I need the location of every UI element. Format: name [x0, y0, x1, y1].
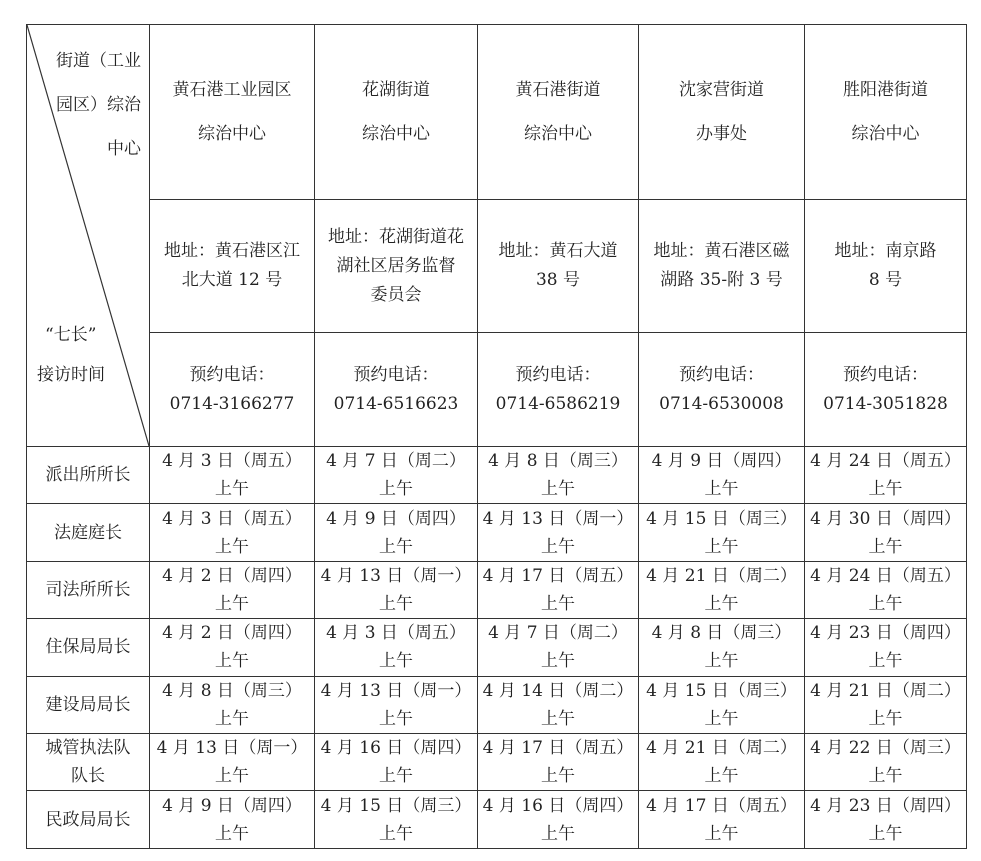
center-name: 沈家营街道 — [679, 80, 764, 100]
visit-date: 4 月 9 日（周四） — [162, 795, 302, 816]
visit-date-cell — [805, 561, 967, 618]
corner-header-cell — [27, 25, 150, 447]
visit-date: 4 月 17 日（周五） — [646, 795, 797, 816]
visit-date: 4 月 23 日（周四） — [810, 623, 961, 644]
official-title: 建设局局长 — [45, 694, 131, 715]
phone-number: 0714-6516623 — [333, 393, 459, 414]
center-address: 地址：黄石港区磁 — [653, 241, 790, 261]
center-name: 综治中心 — [362, 124, 430, 144]
official-title-cell — [27, 619, 150, 676]
center-address-cell — [805, 200, 967, 333]
schedule-table — [26, 24, 967, 849]
official-title-cell — [27, 447, 150, 504]
header-row-addresses — [27, 200, 967, 333]
visit-date: 4 月 14 日（周二） — [482, 680, 634, 701]
corner-row-label: “七长” 接访时间 — [37, 325, 105, 385]
schedule-row — [27, 447, 967, 504]
visit-date-cell — [478, 791, 639, 848]
visit-date: 4 月 23 日（周四） — [810, 795, 961, 816]
schedule-row — [27, 676, 967, 733]
center-address: 地址：黄石大道 — [498, 241, 618, 261]
visit-date: 4 月 21 日（周二） — [646, 565, 797, 586]
visit-period: 上午 — [541, 823, 575, 844]
visit-date: 4 月 21 日（周二） — [810, 680, 961, 701]
center-phone-cell — [315, 333, 478, 447]
center-name-cell — [639, 25, 805, 200]
visit-date-cell — [478, 676, 639, 733]
schedule-row — [27, 504, 967, 561]
visit-period: 上午 — [868, 651, 903, 672]
visit-date-cell — [315, 619, 478, 676]
visit-period: 上午 — [868, 593, 903, 614]
official-title: 民政局局长 — [45, 809, 131, 830]
center-name: 综治中心 — [198, 124, 266, 144]
visit-date-cell — [315, 561, 478, 618]
phone-label: 预约电话： — [353, 364, 439, 385]
visit-period: 上午 — [215, 823, 249, 844]
phone-label: 预约电话： — [679, 364, 764, 385]
visit-period: 上午 — [215, 651, 249, 672]
visit-date: 4 月 16 日（周四） — [320, 738, 472, 759]
visit-date-cell — [639, 791, 805, 848]
center-address: 8 号 — [868, 270, 903, 290]
center-name: 黄石港街道 — [515, 80, 601, 100]
visit-period: 上午 — [379, 593, 413, 614]
visit-period: 上午 — [704, 651, 739, 672]
center-address: 委员会 — [370, 284, 422, 305]
center-address: 地址：花湖街道花 — [328, 226, 464, 247]
center-name: 胜阳港街道 — [843, 80, 928, 100]
visit-date: 4 月 13 日（周一） — [156, 738, 308, 759]
visit-period: 上午 — [868, 823, 903, 844]
visit-period: 上午 — [704, 536, 739, 557]
center-address: 地址：南京路 — [834, 241, 937, 261]
visit-period: 上午 — [541, 651, 575, 672]
center-address-cell — [150, 200, 315, 333]
visit-date: 4 月 3 日（周五） — [162, 508, 302, 529]
visit-period: 上午 — [541, 479, 575, 500]
center-phone-cell — [478, 333, 639, 447]
visit-date-cell — [639, 676, 805, 733]
visit-period: 上午 — [704, 593, 739, 614]
center-name-cell — [805, 25, 967, 200]
center-phone-cell — [150, 333, 315, 447]
center-address-cell — [478, 200, 639, 333]
phone-number: 0714-3051828 — [823, 393, 948, 414]
visit-date: 4 月 8 日（周三） — [651, 623, 792, 644]
visit-date-cell — [150, 619, 315, 676]
visit-date: 4 月 13 日（周一） — [320, 680, 472, 701]
header-row-phones — [27, 333, 967, 447]
visit-date: 4 月 13 日（周一） — [320, 565, 472, 586]
visit-date: 4 月 13 日（周一） — [482, 508, 634, 529]
phone-label: 预约电话： — [515, 364, 601, 385]
center-name: 综治中心 — [524, 124, 592, 144]
center-address: 湖路 35-附 3 号 — [660, 270, 783, 290]
official-title-cell — [27, 791, 150, 848]
visit-period: 上午 — [215, 536, 249, 557]
official-title-cell — [27, 676, 150, 733]
official-title: 城管执法队 — [45, 738, 131, 759]
visit-date: 4 月 16 日（周四） — [482, 795, 634, 816]
center-address-cell — [315, 200, 478, 333]
visit-date: 4 月 2 日（周四） — [162, 565, 302, 586]
visit-date: 4 月 17 日（周五） — [482, 565, 634, 586]
center-name-cell — [478, 25, 639, 200]
visit-period: 上午 — [868, 536, 903, 557]
visit-date-cell — [315, 447, 478, 504]
center-phone-cell — [639, 333, 805, 447]
visit-period: 上午 — [215, 593, 249, 614]
schedule-row — [27, 791, 967, 848]
visit-period: 上午 — [379, 823, 413, 844]
visit-period: 上午 — [704, 823, 739, 844]
center-name: 花湖街道 — [362, 80, 430, 100]
visit-date-cell — [315, 791, 478, 848]
visit-period: 上午 — [704, 708, 739, 729]
visit-date-cell — [150, 791, 315, 848]
visit-date: 4 月 7 日（周二） — [326, 451, 466, 472]
visit-date-cell — [315, 504, 478, 561]
phone-number: 0714-3166277 — [169, 393, 295, 414]
center-phone-cell — [805, 333, 967, 447]
visit-date-cell — [478, 504, 639, 561]
visit-period: 上午 — [541, 708, 575, 729]
phone-number: 0714-6530008 — [659, 393, 784, 414]
official-title: 住保局局长 — [45, 637, 131, 658]
center-address-cell — [639, 200, 805, 333]
visit-date-cell — [150, 447, 315, 504]
visit-date-cell — [805, 619, 967, 676]
visit-date-cell — [639, 447, 805, 504]
visit-period: 上午 — [868, 766, 903, 787]
official-title: 队长 — [71, 766, 105, 787]
center-address: 38 号 — [535, 270, 581, 290]
visit-date: 4 月 17 日（周五） — [482, 738, 634, 759]
visit-period: 上午 — [704, 766, 739, 787]
visit-date-cell — [639, 504, 805, 561]
header-row-names — [27, 25, 967, 200]
visit-period: 上午 — [215, 479, 249, 500]
visit-date: 4 月 9 日（周四） — [651, 451, 792, 472]
visit-date: 4 月 3 日（周五） — [162, 451, 302, 472]
visit-period: 上午 — [379, 708, 413, 729]
visit-date: 4 月 3 日（周五） — [326, 623, 466, 644]
phone-label: 预约电话： — [843, 364, 928, 385]
visit-date-cell — [639, 561, 805, 618]
official-title-cell — [27, 561, 150, 618]
visit-date-cell — [639, 619, 805, 676]
center-name-cell — [150, 25, 315, 200]
visit-date-cell — [478, 733, 639, 790]
visit-period: 上午 — [379, 651, 413, 672]
visit-date-cell — [639, 733, 805, 790]
visit-period: 上午 — [379, 766, 413, 787]
visit-date: 4 月 15 日（周三） — [646, 680, 797, 701]
center-name: 办事处 — [696, 124, 747, 144]
visit-date: 4 月 2 日（周四） — [162, 623, 302, 644]
visit-period: 上午 — [868, 479, 903, 500]
visit-period: 上午 — [541, 593, 575, 614]
visit-date-cell — [315, 733, 478, 790]
visit-date-cell — [150, 561, 315, 618]
visit-date: 4 月 15 日（周三） — [320, 795, 472, 816]
visit-date: 4 月 30 日（周四） — [810, 508, 961, 529]
visit-date-cell — [805, 504, 967, 561]
schedule-row — [27, 619, 967, 676]
center-address: 地址：黄石港区江 — [164, 241, 300, 261]
center-name: 综治中心 — [851, 124, 920, 144]
visit-date-cell — [805, 676, 967, 733]
official-title: 派出所所长 — [45, 465, 131, 486]
visit-date-cell — [150, 733, 315, 790]
visit-date: 4 月 22 日（周三） — [810, 738, 961, 759]
visit-date-cell — [150, 676, 315, 733]
visit-period: 上午 — [541, 766, 575, 787]
visit-date: 4 月 9 日（周四） — [326, 508, 466, 529]
corner-column-label: 街道（工业 园区）综治 中心 — [56, 51, 141, 159]
visit-date: 4 月 15 日（周三） — [646, 508, 797, 529]
center-address: 北大道 12 号 — [181, 270, 283, 290]
phone-number: 0714-6586219 — [495, 393, 621, 414]
visit-date-cell — [478, 561, 639, 618]
official-title-cell — [27, 504, 150, 561]
official-title: 法庭庭长 — [54, 522, 122, 543]
visit-period: 上午 — [868, 708, 903, 729]
visit-date-cell — [478, 619, 639, 676]
visit-period: 上午 — [215, 708, 249, 729]
visit-date: 4 月 24 日（周五） — [810, 451, 961, 472]
visit-period: 上午 — [215, 766, 249, 787]
center-name: 黄石港工业园区 — [172, 80, 292, 100]
visit-period: 上午 — [541, 536, 575, 557]
visit-period: 上午 — [379, 479, 413, 500]
visit-date-cell — [805, 791, 967, 848]
visit-date-cell — [805, 733, 967, 790]
visit-date-cell — [150, 504, 315, 561]
schedule-row — [27, 561, 967, 618]
visit-date-cell — [805, 447, 967, 504]
visit-date: 4 月 7 日（周二） — [488, 623, 628, 644]
official-title-cell — [27, 733, 150, 790]
visit-date: 4 月 8 日（周三） — [488, 451, 628, 472]
visit-period: 上午 — [704, 479, 739, 500]
visit-date-cell — [478, 447, 639, 504]
visit-date: 4 月 8 日（周三） — [162, 680, 302, 701]
visit-date: 4 月 21 日（周二） — [646, 738, 797, 759]
visit-date: 4 月 24 日（周五） — [810, 565, 961, 586]
schedule-row — [27, 733, 967, 790]
visit-date-cell — [315, 676, 478, 733]
visit-period: 上午 — [379, 536, 413, 557]
phone-label: 预约电话： — [189, 364, 275, 385]
center-name-cell — [315, 25, 478, 200]
center-address: 湖社区居务监督 — [336, 255, 456, 276]
official-title: 司法所所长 — [45, 579, 131, 600]
